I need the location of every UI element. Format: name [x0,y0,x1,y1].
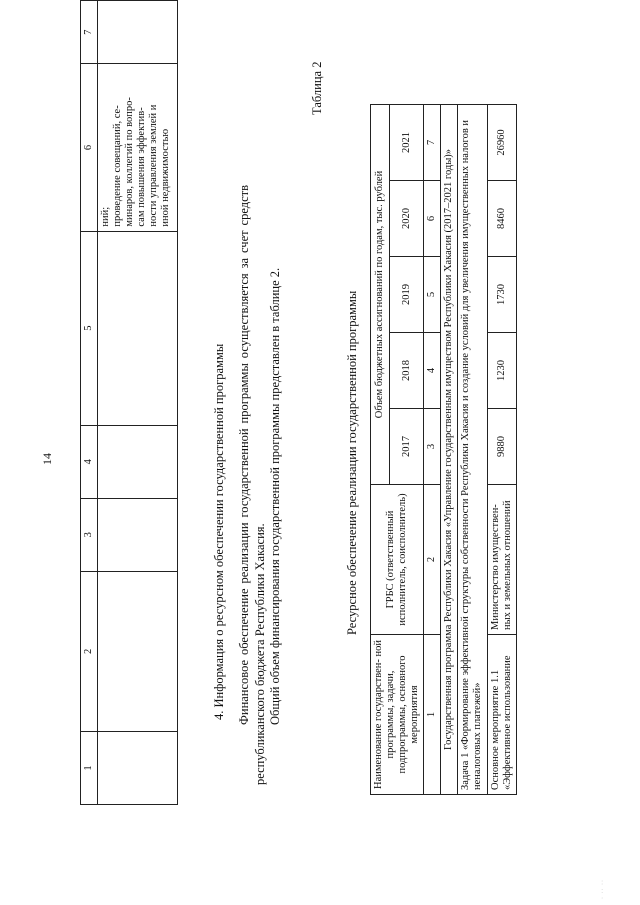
paragraph: Финансовое обеспечение реализации государственной программы осуществляется за счет средств республиканского бюджета Республики Хакасия. [237,185,268,785]
program-row [441,105,458,795]
activity-grbs: Министерство имуществен- ных и земельных отношений [487,485,516,635]
column-number: 2 [81,571,98,731]
column-number: 4 [424,333,441,409]
table-header-row [371,105,390,795]
amount-cell: 1730 [487,257,516,333]
scan-noise-mark: · ·· ·· [600,879,606,899]
column-header-grbs: ГРБС (ответственный исполнитель, соисполнитель) [371,485,424,635]
amount-cell: 26960 [487,105,516,181]
column-number: 3 [424,409,441,485]
table-label: Таблица 2 [310,61,324,115]
column-number: 4 [81,425,98,498]
column-number: 1 [81,731,98,804]
cell-line: иной недвижимостью [160,128,172,227]
cell-line: сам повышения эффектив- [136,107,148,227]
year-header: 2018 [390,333,424,409]
cell-line: проведение совещаний, се- [112,105,124,227]
amount-cell: 1230 [487,333,516,409]
column-number: 2 [424,485,441,635]
paragraph: Общий объем финансирования государственной программы представлен в таблице 2. [268,267,282,725]
continuation-table [80,0,178,805]
activity-name: Основное мероприятие 1.1 «Эффективное использование [487,635,516,795]
cell-line: ности управления землей и [148,104,160,227]
year-header: 2021 [390,105,424,181]
table-caption: Ресурсное обеспечение реализации государственной программы [345,290,359,635]
column-number: 6 [424,181,441,257]
table-row [487,105,516,795]
year-header: 2017 [390,409,424,485]
cell-line: ний; [100,206,112,227]
column-number: 1 [424,635,441,795]
table-row [98,1,178,805]
section-heading: 4. Информация о ресурсном обеспечении государственной программы [212,343,226,720]
page-number: 14 [40,453,54,465]
column-header-name: Наименование государствен- ной программы, задачи, подпрограммы, основного мероприятия [371,635,424,795]
amount-cell: 8460 [487,181,516,257]
amount-cell: 9880 [487,409,516,485]
year-header: 2020 [390,181,424,257]
column-number: 7 [81,1,98,64]
cell-line: минаров, коллегий по вопро- [124,97,136,227]
task-row [458,105,487,795]
resource-table [370,104,517,795]
program-title: Государственная программа Республики Хакасия «Управление государственным имуществом Республики Хакасия (2017–2021 годы)» [441,105,458,795]
column-numbers-row [424,105,441,795]
column-number: 5 [424,257,441,333]
column-number: 6 [81,64,98,231]
task-title: Задача 1 «Формирование эффективной структуры собственности Республики Хакасия и создание условий для увеличения имущественных налогов и неналоговых платежей» [458,105,487,795]
column-number: 3 [81,498,98,571]
activity-description-cell [98,64,178,231]
column-number: 7 [424,105,441,181]
column-group-header: Объем бюджетных ассигнований по годам, тыс. рублей [371,105,390,485]
year-header: 2019 [390,257,424,333]
column-number: 5 [81,231,98,425]
table-header-row [81,1,98,805]
